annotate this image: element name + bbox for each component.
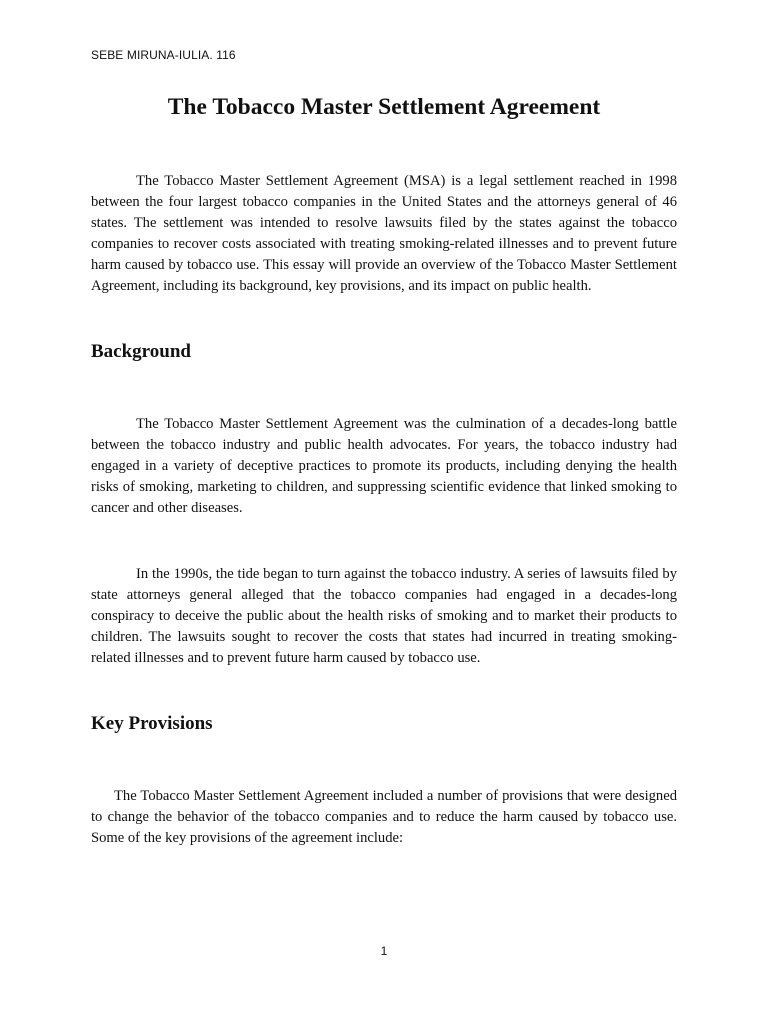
key-provisions-heading: Key Provisions <box>91 713 213 734</box>
background-paragraph-1: The Tobacco Master Settlement Agreement was the culmination of a decades-long battle between the tobacco industry and public health advocates. For years, the tobacco industry had engaged in a variety of deceptive practices to promote its products, including denying the health risks of smoking, marketing to children, and suppressing scientific evidence that linked smoking to cancer and other diseases. <box>91 416 677 516</box>
background-paragraph-2: In the 1990s, the tide began to turn against the tobacco industry. A series of lawsuits filed by state attorneys general alleged that the tobacco companies had engaged in a decades-long conspiracy to deceive the public about the health risks of smoking and to market their products to children. The lawsuits sought to recover the costs that states had incurred in treating smoking-related illnesses and to prevent future harm caused by tobacco use. <box>91 566 677 666</box>
author-header: SEBE MIRUNA-IULIA. 116 <box>91 48 236 62</box>
document-title: The Tobacco Master Settlement Agreement <box>167 94 601 120</box>
key-provisions-paragraph: The Tobacco Master Settlement Agreement included a number of provisions that were designed to change the behavior of the tobacco companies and to reduce the harm caused by tobacco use. Some of the key provisions of the agreement include: <box>91 788 677 846</box>
page-number: 1 <box>380 944 388 958</box>
background-heading: Background <box>91 341 191 362</box>
intro-paragraph: The Tobacco Master Settlement Agreement (MSA) is a legal settlement reached in 1998 between the four largest tobacco companies in the United States and the attorneys general of 46 states. The settlement was intended to resolve lawsuits filed by the states against the tobacco companies to recover costs associated with treating smoking-related illnesses and to prevent future harm caused by tobacco use. This essay will provide an overview of the Tobacco Master Settlement Agreement, including its background, key provisions, and its impact on public health. <box>91 173 677 294</box>
